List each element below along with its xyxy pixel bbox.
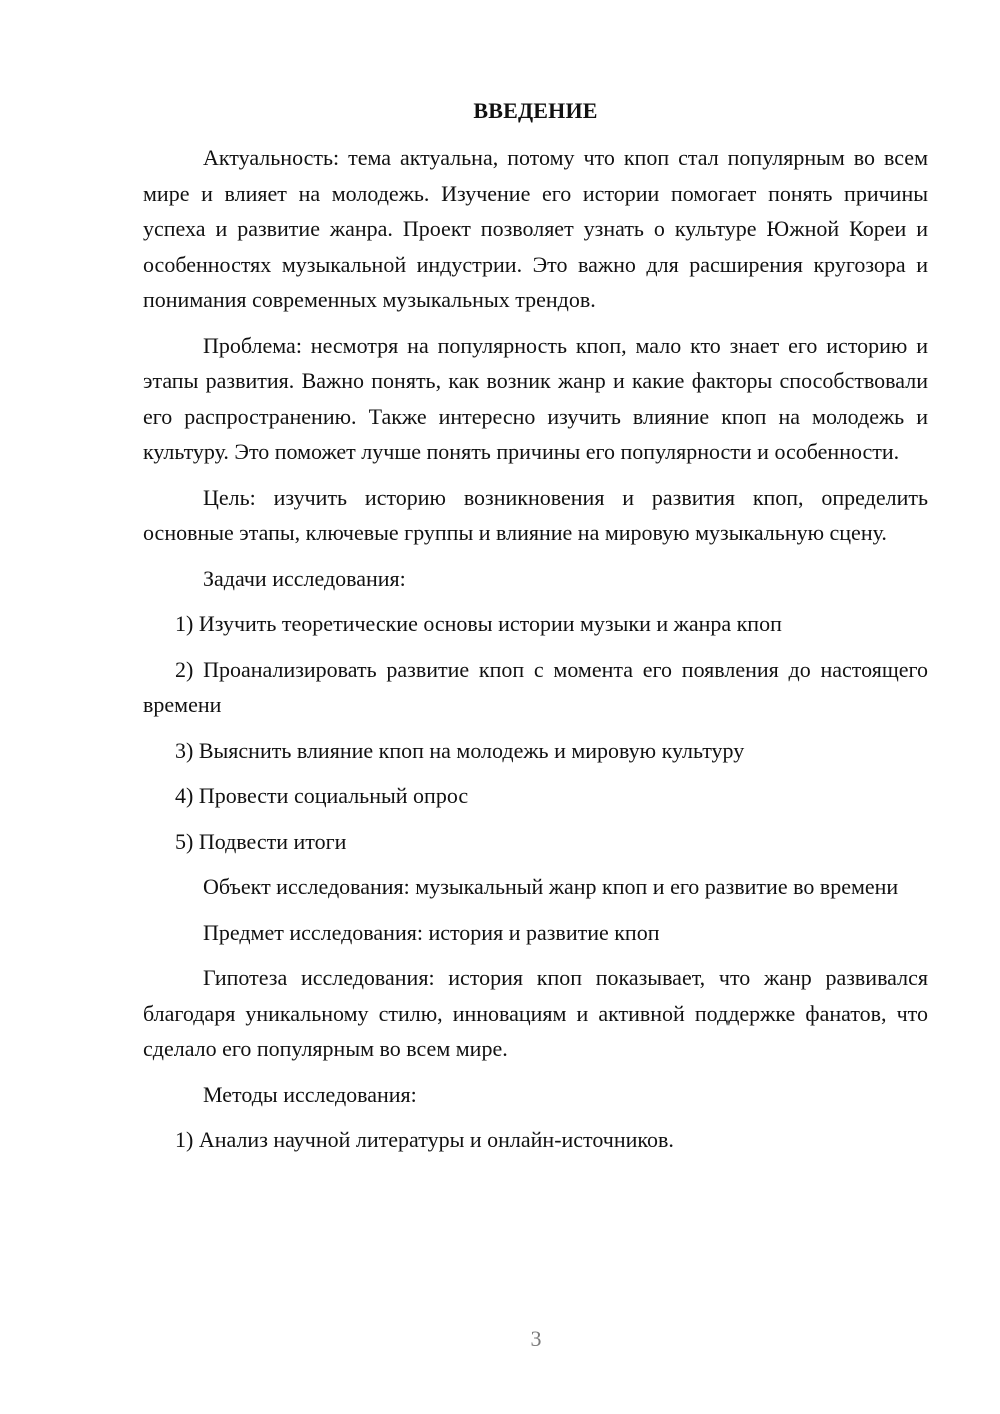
section-title: ВВЕДЕНИЕ: [473, 98, 598, 123]
method-item-1: 1) Анализ научной литературы и онлайн-источников.: [175, 1127, 674, 1152]
paragraph-subject: Предмет исследования: история и развитие кпоп: [203, 919, 660, 945]
task-item-2: 2) Проанализировать развитие кпоп с момента его появления до настоящего времени: [143, 656, 928, 717]
page-number: 3: [530, 1326, 542, 1351]
task-item-5: 5) Подвести итоги: [175, 828, 347, 854]
paragraph-object: Объект исследования: музыкальный жанр кпоп и его развитие во времени: [203, 874, 899, 899]
paragraph-relevance: Актуальность: тема актуальна, потому что кпоп стал популярным во всем мире и влияет на молодежь. Изучение его истории помогает понять причины успеха и развитие жанра. Проект позволяет узнать о культуре Южной Кореи и особенностях музыкальной индустрии. Это важно для расширения кругозора и понимания современных музыкальных трендов.: [143, 145, 928, 312]
task-item-3: 3) Выяснить влияние кпоп на молодежь и мировую культуру: [175, 737, 745, 763]
paragraph-tasks-heading: Задачи исследования:: [203, 565, 406, 591]
task-item-1: 1) Изучить теоретические основы истории музыки и жанра кпоп: [175, 611, 782, 636]
task-item-4: 4) Провести социальный опрос: [175, 783, 469, 808]
paragraph-methods-heading: Методы исследования:: [203, 1081, 417, 1107]
paragraph-goal: Цель: изучить историю возникновения и развития кпоп, определить основные этапы, ключевые группы и влияние на мировую музыкальную сцену.: [143, 484, 928, 545]
document-page: [143, 96, 928, 1168]
paragraph-hypothesis: Гипотеза исследования: история кпоп показывает, что жанр развивался благодаря уникальному стилю, инновациям и активной поддержке фанатов, что сделало его популярным во всем мире.: [143, 965, 928, 1061]
paragraph-problem: Проблема: несмотря на популярность кпоп, мало кто знает его историю и этапы развития. Важно понять, как возник жанр и какие факторы способствовали его распространению. Также интересно изучить влияние кпоп на молодежь и культуру. Это поможет лучше понять причины его популярности и особенности.: [143, 332, 928, 464]
